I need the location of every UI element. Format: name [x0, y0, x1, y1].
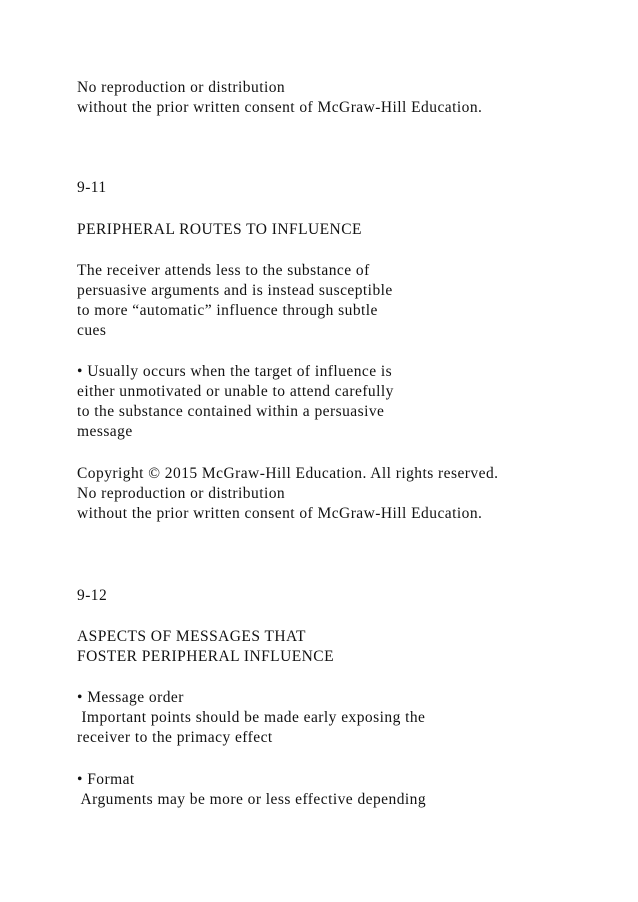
paragraph-line: to the substance contained within a persuasive [77, 403, 385, 420]
slide-heading: PERIPHERAL ROUTES TO INFLUENCE [77, 221, 362, 238]
copyright-line: Copyright © 2015 McGraw-Hill Education. All rights reserved. [77, 465, 499, 482]
paragraph-line: to more “automatic” influence through subtle [77, 302, 378, 319]
paragraph-line: cues [77, 322, 107, 339]
slide-number: 9-11 [77, 179, 107, 196]
paragraph-line: persuasive arguments and is instead susceptible [77, 282, 393, 299]
paragraph-line: receiver to the primacy effect [77, 729, 273, 746]
footer-text-line: without the prior written consent of McGraw-Hill Education. [77, 505, 483, 522]
sub-bullet-line: Arguments may be more or less effective depending [77, 791, 427, 808]
sub-bullet-line: Important points should be made early exposing the [77, 709, 426, 726]
footer-text-line: without the prior written consent of McGraw-Hill Education. [77, 99, 483, 116]
footer-text-line: No reproduction or distribution [77, 485, 286, 502]
paragraph-line: message [77, 423, 133, 440]
slide-number: 9-12 [77, 587, 108, 604]
slide-heading: ASPECTS OF MESSAGES THAT [77, 628, 306, 645]
footer-text-line: No reproduction or distribution [77, 79, 286, 96]
paragraph-line: either unmotivated or unable to attend carefully [77, 383, 394, 400]
bullet-line: • Message order [77, 689, 184, 706]
paragraph-line: The receiver attends less to the substance of [77, 262, 370, 279]
slide-heading: FOSTER PERIPHERAL INFLUENCE [77, 648, 335, 665]
bullet-line: • Format [77, 771, 135, 788]
bullet-line: • Usually occurs when the target of influence is [77, 363, 393, 380]
